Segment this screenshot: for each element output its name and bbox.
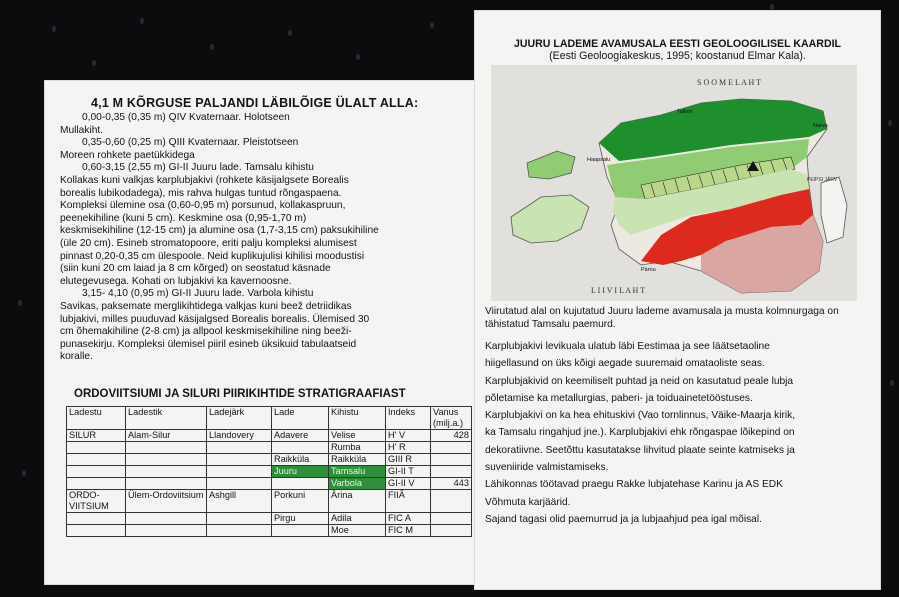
map-title-line1: JUURU LADEME AVAMUSALA EESTI GEOLOOGILISEL KAARDIL: [513, 38, 842, 50]
table-cell: GIII R: [386, 454, 431, 466]
water-droplet: [52, 26, 56, 32]
paragraph-line: Karplubjakivid on keemiliselt puhtad ja neid on kasutatud peale lubja: [485, 375, 794, 387]
table-row: [67, 466, 472, 478]
description-line: 0,35-0,60 (0,25 m) QIII Kvaternaar. Pleistotseen: [82, 137, 299, 149]
table-header-cell: Ladestu: [67, 407, 126, 430]
table-cell: Tamsalu: [329, 466, 386, 478]
table-header-cell: Ladejärk: [207, 407, 272, 430]
table-cell: Llandovery: [207, 430, 272, 442]
section-title: 4,1 M KÕRGUSE PALJANDI LÄBILÕIGE ÜLALT ALLA:: [91, 96, 419, 110]
water-droplet: [356, 54, 360, 60]
sea-label-south: L I I V I L A H T: [591, 286, 646, 295]
table-cell: Juuru: [272, 466, 329, 478]
description-line: elutegevusega. Kohati on lubjakivi ka kavernoosne.: [60, 275, 292, 287]
description-line: keskmisekihiline (12-15 cm) ja alumine osa (1,7-3,15 cm) paksukihiline: [60, 225, 379, 237]
table-cell: [207, 454, 272, 466]
description-line: koralle.: [60, 351, 93, 363]
paragraph-line: Võhmuta karjäärid.: [485, 496, 571, 508]
table-cell: [431, 513, 472, 525]
description-line: cm õhemakihiline (2-8 cm) ja allpool keskmisekihiline ning beeži-: [60, 326, 352, 338]
paragraph-line: põletamise ka metallurgias, paberi- ja toiduainetetööstuses.: [485, 392, 753, 404]
table-cell: [67, 478, 126, 490]
table-cell: [272, 442, 329, 454]
table-row: [67, 490, 472, 513]
water-droplet: [430, 22, 434, 28]
table-cell: FIC A: [386, 513, 431, 525]
description-line: (üle 20 cm). Esineb stromatopoore, eriti palju kompleksi alumisest: [60, 237, 357, 249]
table-cell: [431, 466, 472, 478]
table-cell: [431, 442, 472, 454]
city-label-east: Narva: [813, 123, 828, 129]
water-droplet: [22, 470, 26, 476]
table-cell: [431, 454, 472, 466]
description-line: Savikas, paksemate merglikihtidega valkjas kuni beež detriidikas: [60, 300, 352, 312]
paragraph-line: Lähikonnas töötavad praegu Rakke lubjatehase Karinu ja AS EDK: [485, 479, 783, 491]
table-cell: SILUR: [67, 430, 126, 442]
table-cell: ORDO-VIITSIUM: [67, 490, 126, 513]
paragraph-line: Sajand tagasi olid paemurrud ja ja lubjaahjud pea igal mõisal.: [485, 513, 762, 525]
table-cell: [272, 478, 329, 490]
water-droplet: [18, 300, 22, 306]
table-row: [67, 525, 472, 537]
section-description: [60, 112, 472, 364]
description-line: Kompleksi ülemine osa (0,60-0,95 m) porsunud, kollakaspruun,: [60, 200, 346, 212]
table-cell: [431, 525, 472, 537]
description-line: Mullakiht.: [60, 124, 104, 136]
map-title-line2: (Eesti Geoloogiakeskus, 1995; koostanud Elmar Kala).: [549, 50, 806, 62]
paragraph-line: suveniiride valmistamiseks.: [485, 462, 609, 474]
right-info-panel: [474, 10, 881, 590]
table-cell: Rumba: [329, 442, 386, 454]
table-cell: Velise: [329, 430, 386, 442]
description-line: pinnast 0,20-0,35 cm ülespoole. Neid kuplikujulisi kihilisi moodustisi: [60, 250, 365, 262]
table-cell: Raikküla: [272, 454, 329, 466]
water-droplet: [888, 120, 892, 126]
table-row: [67, 430, 472, 442]
table-cell: [207, 442, 272, 454]
table-cell: Adila: [329, 513, 386, 525]
table-cell: Ashgill: [207, 490, 272, 513]
table-cell: 428: [431, 430, 472, 442]
table-cell: [431, 490, 472, 513]
description-line: (siin kuni 20 cm laiad ja 8 cm kõrged) on seostatud käsnade: [60, 263, 331, 275]
table-cell: [126, 454, 207, 466]
paragraph-line: hiigellasund on üks kõigi aegade suuremaid omataoliste seas.: [485, 358, 765, 370]
table-header-row: [67, 407, 472, 430]
table-cell: [126, 478, 207, 490]
paragraph-line: Karplubjakivi on ka hea ehituskivi (Vao tornlinnus, Väike-Maarja kirik,: [485, 410, 796, 422]
table-cell: Varbola: [329, 478, 386, 490]
map-title: [474, 38, 881, 62]
table-cell: FIC M: [386, 525, 431, 537]
paragraph-line: ka Tamsalu ringahjud jne.). Karplubjakivi ehk rõngaspae lõikepind on: [485, 427, 795, 439]
stratigraphy-title: ORDOVIITSIUMI JA SILURI PIIRIKIHTIDE STRATIGRAAFIAST: [74, 388, 406, 400]
map-caption: Viirutatud alal on kujutatud Juuru lademe avamusala ja musta kolmnurgaga on tähistatud Tamsalu paemurd.: [485, 306, 839, 330]
table-cell: [126, 466, 207, 478]
description-line: 3,15- 4,10 (0,95 m) GI-II Juuru lade. Varbola kihistu: [82, 288, 314, 300]
water-droplet: [210, 44, 214, 50]
sea-label-north: S O O M E L A H T: [697, 78, 762, 87]
table-header-cell: Indeks: [386, 407, 431, 430]
table-header-cell: Vanus (milj.a.): [431, 407, 472, 430]
table-cell: Raikküla: [329, 454, 386, 466]
table-cell: Ärina: [329, 490, 386, 513]
table-cell: [207, 478, 272, 490]
description-line: Moreen rohkete paetükkidega: [60, 149, 195, 161]
paragraph-line: dekoratiivne. Seetõttu kasutatakse lihvitud plaate seinte katmiseks ja: [485, 444, 795, 456]
table-header-cell: Ladestik: [126, 407, 207, 430]
table-cell: [67, 442, 126, 454]
table-cell: Porkuni: [272, 490, 329, 513]
geological-map: [491, 65, 857, 301]
table-cell: 443: [431, 478, 472, 490]
table-row: [67, 513, 472, 525]
table-cell: Ülem-Ordoviitsium: [126, 490, 207, 513]
description-line: punasekirju. Kompleksi ülemisel piiril esineb üksikuid tabulaatseid: [60, 338, 357, 350]
table-cell: GI-II V: [386, 478, 431, 490]
table-cell: FIIÄ: [386, 490, 431, 513]
table-cell: [67, 513, 126, 525]
table-row: [67, 442, 472, 454]
table-cell: [126, 513, 207, 525]
description-line: borealis lubikodadega), mis rahva hulgas tuntud rõngaspaena.: [60, 187, 342, 199]
water-droplet: [890, 380, 894, 386]
table-cell: H' V: [386, 430, 431, 442]
table-cell: [207, 525, 272, 537]
table-cell: [126, 525, 207, 537]
left-info-panel: [44, 80, 476, 585]
table-row: [67, 454, 472, 466]
water-droplet: [92, 60, 96, 66]
table-cell: [207, 466, 272, 478]
table-cell: [67, 454, 126, 466]
table-header-cell: Lade: [272, 407, 329, 430]
table-cell: [207, 513, 272, 525]
table-cell: [67, 466, 126, 478]
description-line: 0,60-3,15 (2,55 m) GI-II Juuru lade. Tamsalu kihistu: [82, 162, 314, 174]
stratigraphy-table: [66, 406, 472, 537]
table-cell: [126, 442, 207, 454]
lake-label: PEIPSI JÄRV: [807, 177, 838, 183]
table-header-cell: Kihistu: [329, 407, 386, 430]
description-line: 0,00-0,35 (0,35 m) QIV Kvaternaar. Holotseen: [82, 112, 290, 123]
table-cell: Pirgu: [272, 513, 329, 525]
paragraph-line: Karplubjakivi levikuala ulatub läbi Eestimaa ja see läätsetaoline: [485, 341, 770, 352]
description-line: Kollakas kuni valkjas karplubjakivi (rohkete käsijalgsete Borealis: [60, 174, 349, 186]
table-cell: [67, 525, 126, 537]
water-droplet: [140, 18, 144, 24]
table-cell: Moe: [329, 525, 386, 537]
city-label-west: Haapsalu: [587, 157, 611, 163]
right-description: [485, 306, 875, 528]
description-line: lubjakivi, milles puuduvad käsijalgsed Borealis borealis. Ülemised 30: [60, 313, 370, 325]
table-cell: Adavere: [272, 430, 329, 442]
city-label-south: Pärnu: [641, 267, 656, 273]
table-row: [67, 478, 472, 490]
city-label-north: Tallinn: [677, 109, 693, 115]
table-cell: GI-II T: [386, 466, 431, 478]
paragraph-list: [485, 338, 875, 528]
table-cell: Alam-Silur: [126, 430, 207, 442]
table-cell: [272, 525, 329, 537]
table-cell: H' R: [386, 442, 431, 454]
description-line: peenekihiline (kuni 5 cm). Keskmine osa (0,95-1,70 m): [60, 212, 307, 224]
water-droplet: [288, 30, 292, 36]
